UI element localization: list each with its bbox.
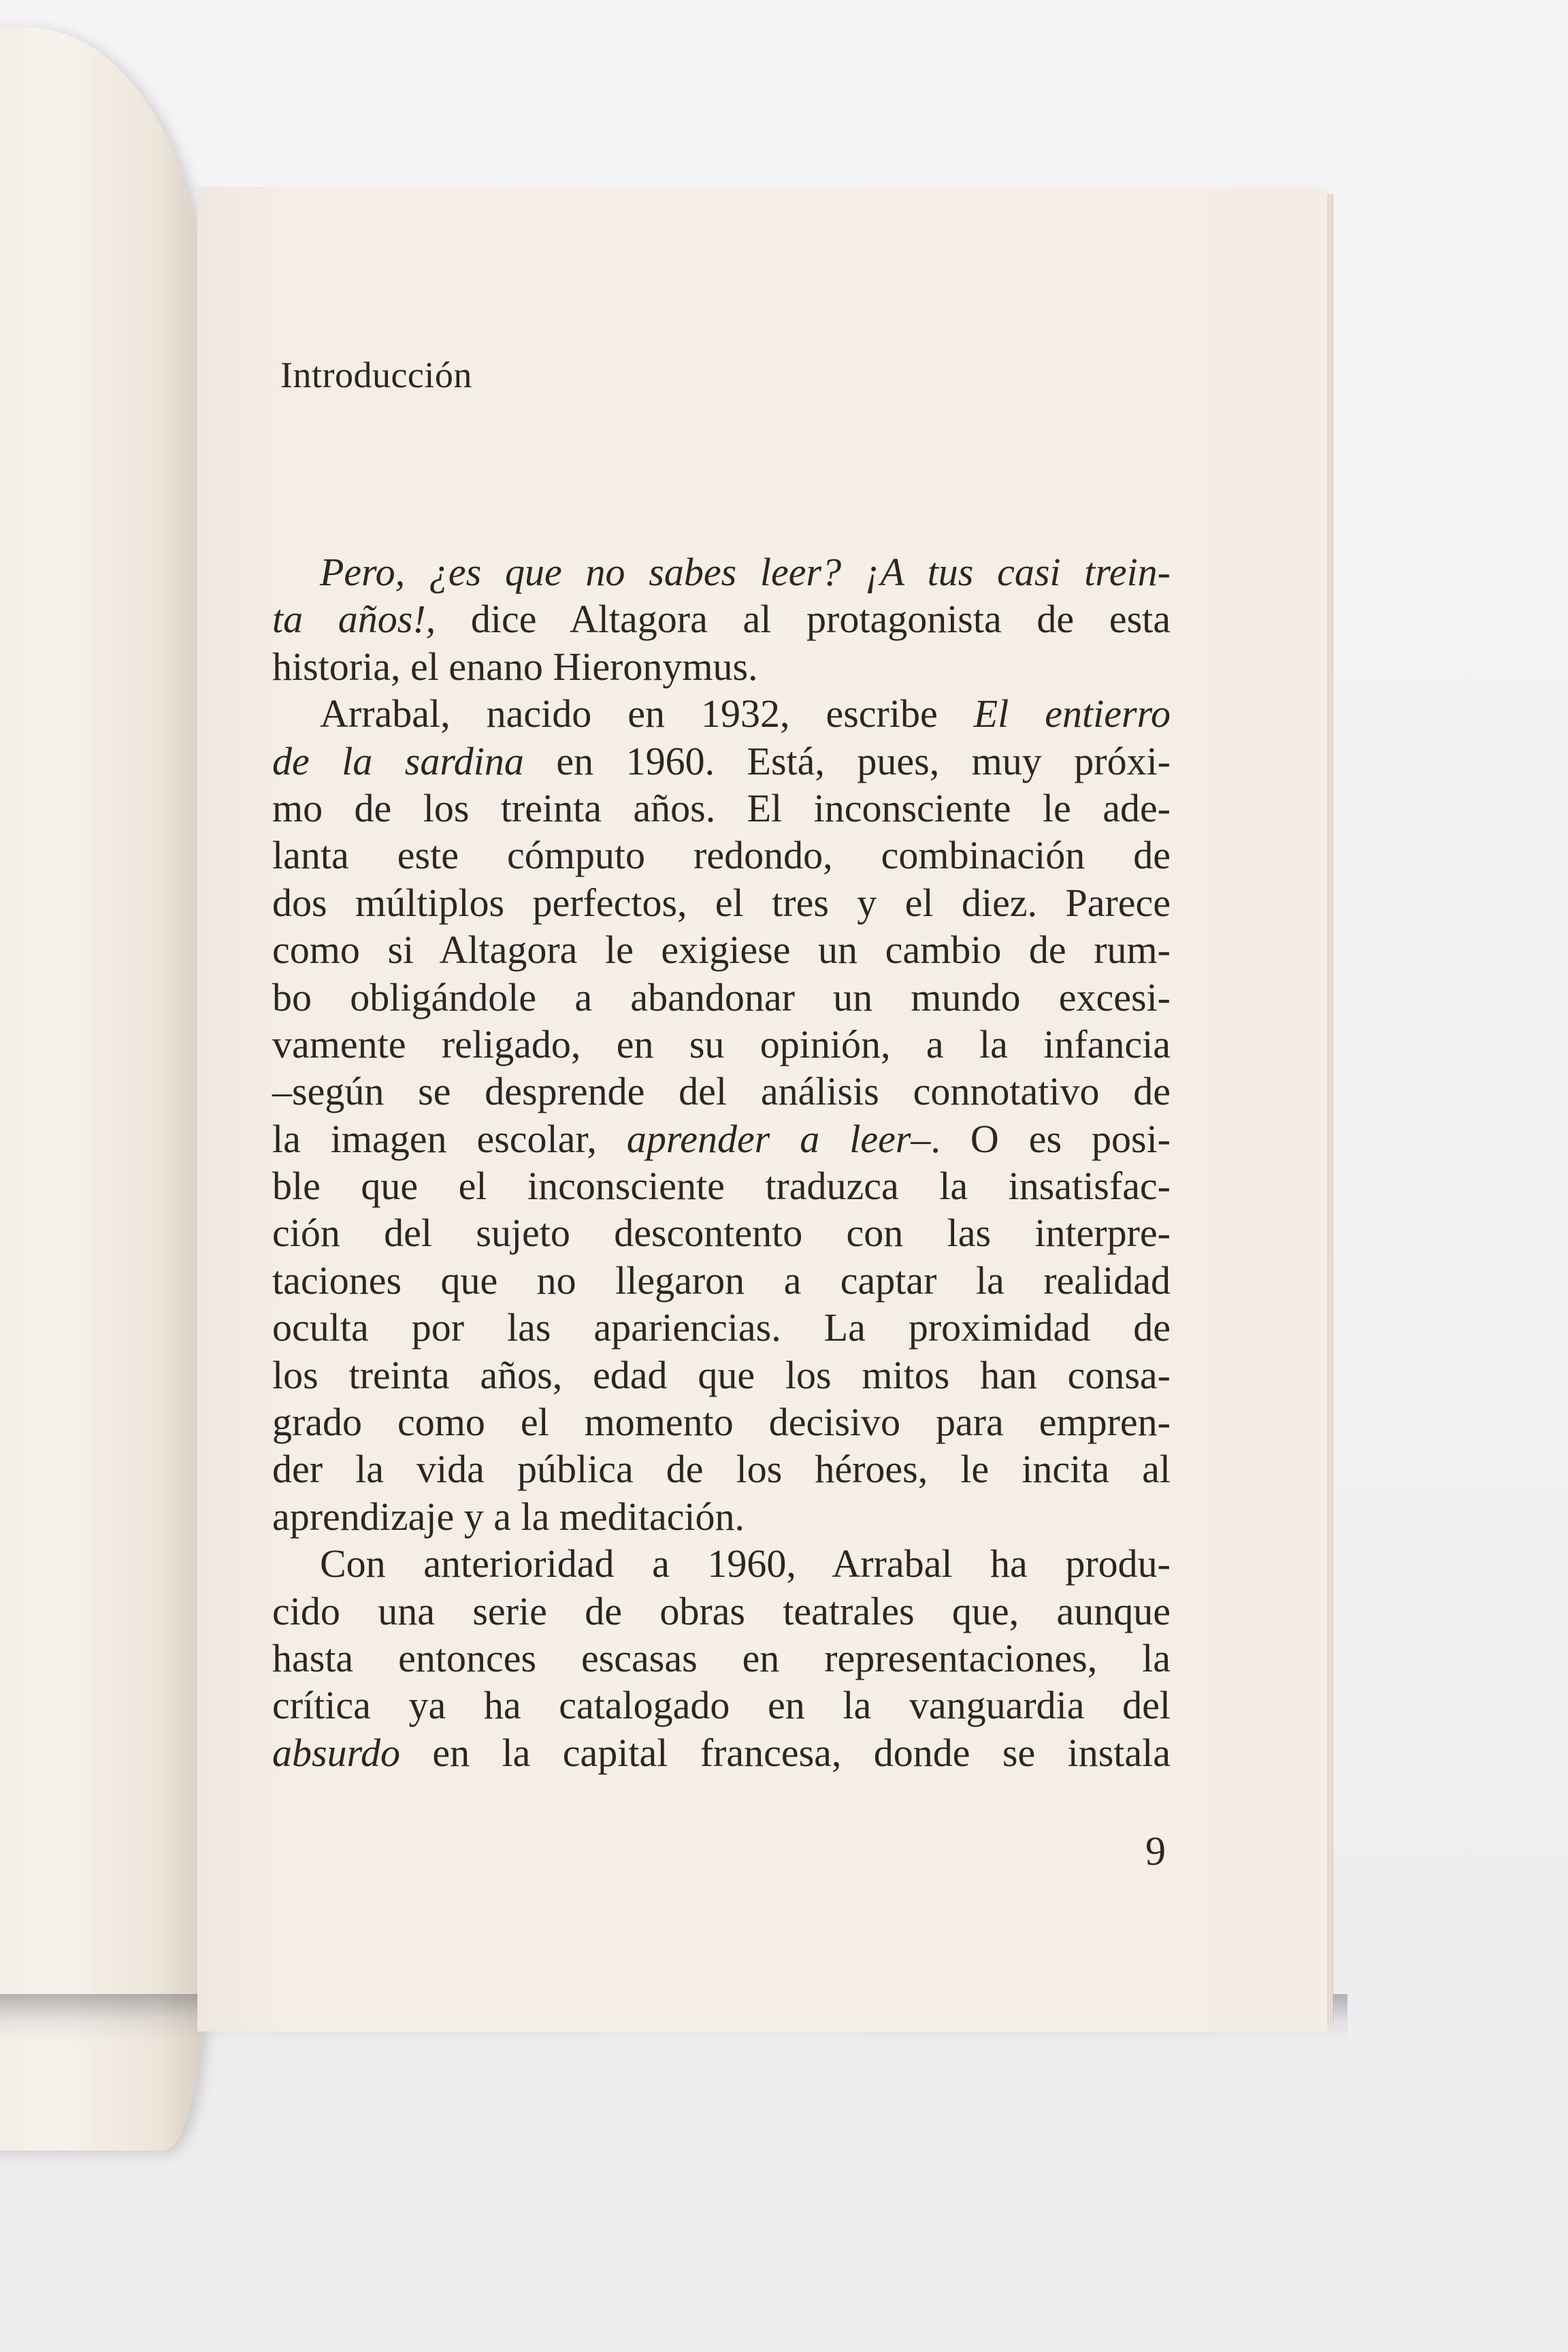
text-segment: cido una serie de obras teatrales que, aunque	[272, 1588, 1171, 1633]
text-line	[272, 974, 1171, 1021]
text-line	[272, 1493, 1171, 1540]
text-line	[272, 1352, 1171, 1399]
text-segment: aprendizaje y a la meditación.	[272, 1494, 745, 1539]
chapter-heading: Introducción	[280, 355, 472, 395]
text-line	[272, 1682, 1171, 1729]
text-segment: dos múltiplos perfectos, el tres y el diez. Parece	[272, 880, 1171, 925]
text-line	[272, 926, 1171, 973]
text-line	[272, 1257, 1171, 1304]
text-line	[272, 738, 1171, 785]
body-text	[272, 549, 1171, 1776]
text-segment: Arrabal, nacido en 1932, escribe	[320, 691, 974, 736]
text-segment: los treinta años, edad que los mitos han consa-	[272, 1352, 1171, 1397]
text-line	[272, 879, 1171, 926]
text-line	[272, 690, 1171, 737]
text-segment: ble que el inconsciente traduzca la insatisfac-	[272, 1164, 1171, 1209]
text-line	[272, 595, 1171, 642]
text-line	[272, 1540, 1171, 1587]
text-line	[272, 1304, 1171, 1351]
text-segment: taciones que no llegaron a captar la realidad	[272, 1258, 1171, 1303]
text-line	[272, 1021, 1171, 1068]
page-number: 9	[1145, 1829, 1166, 1874]
text-segment: historia, el enano Hieronymus.	[272, 644, 758, 689]
text-segment: dice Altagora al protagonista de esta	[436, 597, 1171, 642]
text-segment: vamente religado, en su opinión, a la infancia	[272, 1022, 1171, 1066]
text-segment: oculta por las apariencias. La proximidad de	[272, 1305, 1171, 1350]
text-segment: en la capital francesa, donde se instala	[400, 1730, 1171, 1775]
text-segment: hasta entonces escasas en representaciones, la	[272, 1635, 1171, 1680]
text-line	[272, 643, 1171, 690]
text-line	[272, 1635, 1171, 1682]
italic-text: El entierro	[973, 691, 1171, 736]
italic-text: absurdo	[272, 1730, 400, 1775]
text-line	[272, 1115, 1171, 1162]
text-segment: en 1960. Está, pues, muy próxi-	[523, 738, 1171, 783]
text-segment: bo obligándole a abandonar un mundo excesi-	[272, 975, 1171, 1019]
text-segment: ción del sujeto descontento con las interpre-	[272, 1211, 1171, 1256]
text-line	[272, 1209, 1171, 1256]
text-line	[272, 832, 1171, 879]
italic-text: aprender a leer	[626, 1116, 911, 1161]
text-segment: lanta este cómputo redondo, combinación de	[272, 833, 1171, 878]
text-line	[272, 785, 1171, 832]
italic-text: de la sardina	[272, 738, 524, 783]
text-segment: grado como el momento decisivo para empren-	[272, 1400, 1171, 1445]
text-segment: la imagen escolar,	[272, 1116, 627, 1161]
text-line	[272, 1588, 1171, 1635]
text-segment: como si Altagora le exigiese un cambio de rum-	[272, 928, 1171, 973]
left-book-page	[0, 27, 204, 2151]
text-line	[272, 549, 1171, 595]
text-segment: –según se desprende del análisis connotativo de	[272, 1069, 1171, 1114]
text-segment: Con anterioridad a 1960, Arrabal ha produ-	[320, 1541, 1171, 1586]
text-segment: –. O es posi-	[911, 1116, 1171, 1161]
text-line	[272, 1162, 1171, 1209]
italic-text: ta años!,	[272, 597, 436, 642]
text-segment: crítica ya ha catalogado en la vanguardia del	[272, 1683, 1171, 1728]
text-line	[272, 1729, 1171, 1776]
text-segment: der la vida pública de los héroes, le incita al	[272, 1447, 1171, 1492]
text-line	[272, 1399, 1171, 1446]
text-line	[272, 1068, 1171, 1115]
text-segment: mo de los treinta años. El inconsciente le ade-	[272, 785, 1171, 830]
italic-text: Pero, ¿es que no sabes leer? ¡A tus casi trein-	[320, 550, 1171, 594]
text-line	[272, 1446, 1171, 1492]
